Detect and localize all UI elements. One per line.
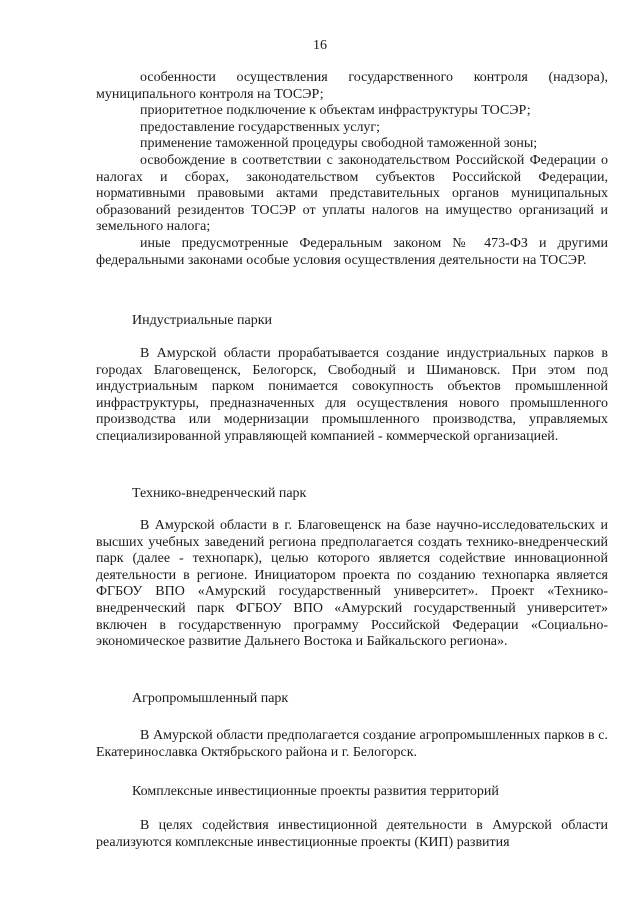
section-heading-industrial-parks: Индустриальные парки: [132, 313, 273, 328]
page-number: 16: [313, 38, 327, 53]
section-heading-agro-park: Агропромышленный парк: [132, 691, 289, 706]
intro-item: приоритетное подключение к объектам инфраструктуры ТОСЭР;: [140, 103, 531, 119]
section-text-technopark: [96, 518, 608, 651]
section-heading-complex-projects: Комплексные инвестиционные проекты развития территорий: [132, 784, 499, 799]
section-heading-technopark: Технико-внедренческий парк: [132, 486, 307, 501]
intro-item: особенности осуществления государственного контроля (надзора), муниципального контроля на ТОСЭР;: [96, 70, 608, 102]
paragraph: В Амурской области прорабатывается создание индустриальных парков в городах Благовещенск, Белогорск, Свободный и Шимановск. При этом под индустриальным парком понимается совокупность объектов промышленной инфраструктуры, предназначенных для осуществления нового промышленного производства или модернизации промышленного производства, управляемых специализированной управляющей компанией - коммерческой организацией.: [96, 346, 608, 444]
intro-item: иные предусмотренные Федеральным законом № 473-ФЗ и другими федеральными законами особые условия осуществления деятельности на ТОСЭР.: [96, 235, 608, 268]
intro-list: [96, 70, 608, 269]
paragraph: В Амурской области предполагается создание агропромышленных парков в с. Екатеринославка Октябрьского района и г. Белогорск.: [96, 728, 608, 760]
intro-item: освобождение в соответствии с законодательством Российской Федерации о налогах и сборах, законодательством субъектов Российской Федерации, нормативными правовыми актами представительных органов муниципальных образований резидентов ТОСЭР от уплаты налогов на имущество организаций и земельного налога;: [96, 152, 608, 235]
section-text-industrial-parks: [96, 346, 608, 446]
section-text-complex-projects: [96, 818, 608, 851]
intro-item: применение таможенной процедуры свободной таможенной зоны;: [140, 136, 538, 152]
section-text-agro-park: [96, 728, 608, 761]
paragraph: В Амурской области в г. Благовещенск на базе научно-исследовательских и высших учебных заведений региона предполагается создать технико-внедренческий парк (далее - технопарк), целью которого является содействие инновационной деятельности в регионе. Инициатором проекта по созданию технопарка является ФГБОУ ВПО «Амурский государственный университет». Проект «Технико-внедренческий парк ФГБОУ ВПО «Амурский государственный университет» включен в государственную программу Российской Федерации «Социально-экономическое развитие Дальнего Востока и Байкальского региона».: [96, 518, 608, 650]
intro-item: предоставление государственных услуг;: [140, 119, 381, 135]
paragraph: В целях содействия инвестиционной деятельности в Амурской области реализуются комплексные инвестиционные проекты (КИП) развития: [96, 818, 608, 850]
